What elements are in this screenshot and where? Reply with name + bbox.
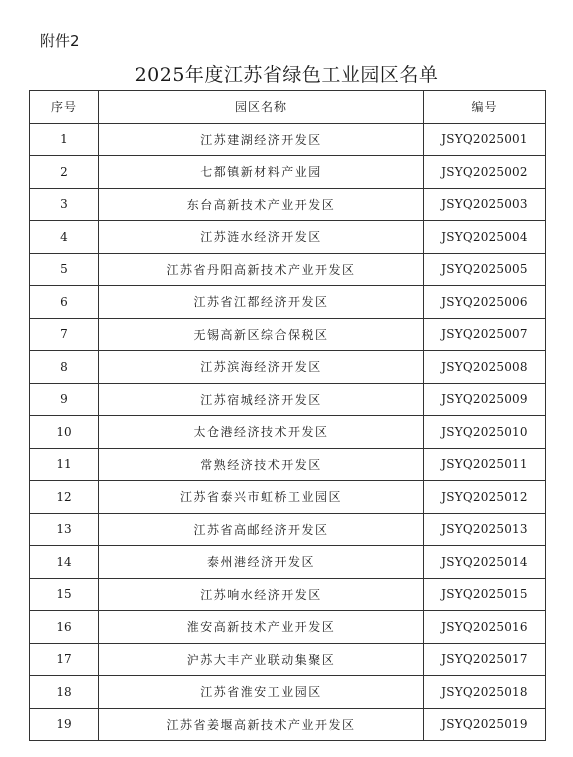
- table-row: [30, 318, 546, 351]
- row-number: 5: [30, 253, 99, 286]
- row-number: 10: [30, 416, 99, 449]
- row-number: 15: [30, 578, 99, 611]
- row-number: 18: [30, 676, 99, 709]
- park-code: JSYQ2025002: [424, 156, 546, 189]
- row-number: 11: [30, 448, 99, 481]
- row-number: 8: [30, 351, 99, 384]
- table-row: [30, 123, 546, 156]
- attachment-label: 附件2: [40, 32, 80, 50]
- park-name: 淮安高新技术产业开发区: [99, 611, 424, 644]
- park-code: JSYQ2025010: [424, 416, 546, 449]
- table-row: [30, 416, 546, 449]
- row-number: 6: [30, 286, 99, 319]
- park-name: 东台高新技术产业开发区: [99, 188, 424, 221]
- table-row: [30, 221, 546, 254]
- table-row: [30, 253, 546, 286]
- park-name: 江苏省江都经济开发区: [99, 286, 424, 319]
- row-number: 14: [30, 546, 99, 579]
- table-header-row: [30, 91, 546, 124]
- table-row: [30, 611, 546, 644]
- table-row: [30, 676, 546, 709]
- row-number: 17: [30, 643, 99, 676]
- table-row: [30, 513, 546, 546]
- row-number: 9: [30, 383, 99, 416]
- park-code: JSYQ2025011: [424, 448, 546, 481]
- park-code: JSYQ2025009: [424, 383, 546, 416]
- park-name: 沪苏大丰产业联动集聚区: [99, 643, 424, 676]
- row-number: 13: [30, 513, 99, 546]
- park-code: JSYQ2025008: [424, 351, 546, 384]
- table-row: [30, 578, 546, 611]
- header-code: 编号: [424, 91, 546, 124]
- park-name: 江苏省姜堰高新技术产业开发区: [99, 708, 424, 741]
- park-code: JSYQ2025016: [424, 611, 546, 644]
- header-no: 序号: [30, 91, 99, 124]
- park-code: JSYQ2025004: [424, 221, 546, 254]
- table-row: [30, 448, 546, 481]
- park-name: 江苏建湖经济开发区: [99, 123, 424, 156]
- table-row: [30, 188, 546, 221]
- park-code: JSYQ2025006: [424, 286, 546, 319]
- document-title: 2025年度江苏省绿色工业园区名单: [134, 64, 439, 86]
- row-number: 2: [30, 156, 99, 189]
- park-name: 江苏滨海经济开发区: [99, 351, 424, 384]
- row-number: 19: [30, 708, 99, 741]
- row-number: 4: [30, 221, 99, 254]
- park-code: JSYQ2025013: [424, 513, 546, 546]
- park-name: 太仓港经济技术开发区: [99, 416, 424, 449]
- park-name: 江苏省泰兴市虹桥工业园区: [99, 481, 424, 514]
- park-name: 江苏响水经济开发区: [99, 578, 424, 611]
- park-code: JSYQ2025018: [424, 676, 546, 709]
- park-name: 江苏省丹阳高新技术产业开发区: [99, 253, 424, 286]
- park-name: 七都镇新材料产业园: [99, 156, 424, 189]
- park-name: 无锡高新区综合保税区: [99, 318, 424, 351]
- row-number: 3: [30, 188, 99, 221]
- park-code: JSYQ2025019: [424, 708, 546, 741]
- park-name: 常熟经济技术开发区: [99, 448, 424, 481]
- table-row: [30, 351, 546, 384]
- park-code: JSYQ2025001: [424, 123, 546, 156]
- park-code: JSYQ2025005: [424, 253, 546, 286]
- park-name: 江苏宿城经济开发区: [99, 383, 424, 416]
- table-row: [30, 383, 546, 416]
- park-code: JSYQ2025014: [424, 546, 546, 579]
- park-name: 江苏涟水经济开发区: [99, 221, 424, 254]
- table-row: [30, 286, 546, 319]
- park-code: JSYQ2025017: [424, 643, 546, 676]
- table-row: [30, 546, 546, 579]
- row-number: 7: [30, 318, 99, 351]
- park-code: JSYQ2025007: [424, 318, 546, 351]
- park-list-table: [29, 90, 546, 741]
- park-name: 泰州港经济开发区: [99, 546, 424, 579]
- table-row: [30, 643, 546, 676]
- header-name: 园区名称: [99, 91, 424, 124]
- park-name: 江苏省淮安工业园区: [99, 676, 424, 709]
- row-number: 1: [30, 123, 99, 156]
- park-code: JSYQ2025003: [424, 188, 546, 221]
- park-code: JSYQ2025015: [424, 578, 546, 611]
- table-row: [30, 708, 546, 741]
- park-name: 江苏省高邮经济开发区: [99, 513, 424, 546]
- row-number: 12: [30, 481, 99, 514]
- table-row: [30, 156, 546, 189]
- row-number: 16: [30, 611, 99, 644]
- park-code: JSYQ2025012: [424, 481, 546, 514]
- table-row: [30, 481, 546, 514]
